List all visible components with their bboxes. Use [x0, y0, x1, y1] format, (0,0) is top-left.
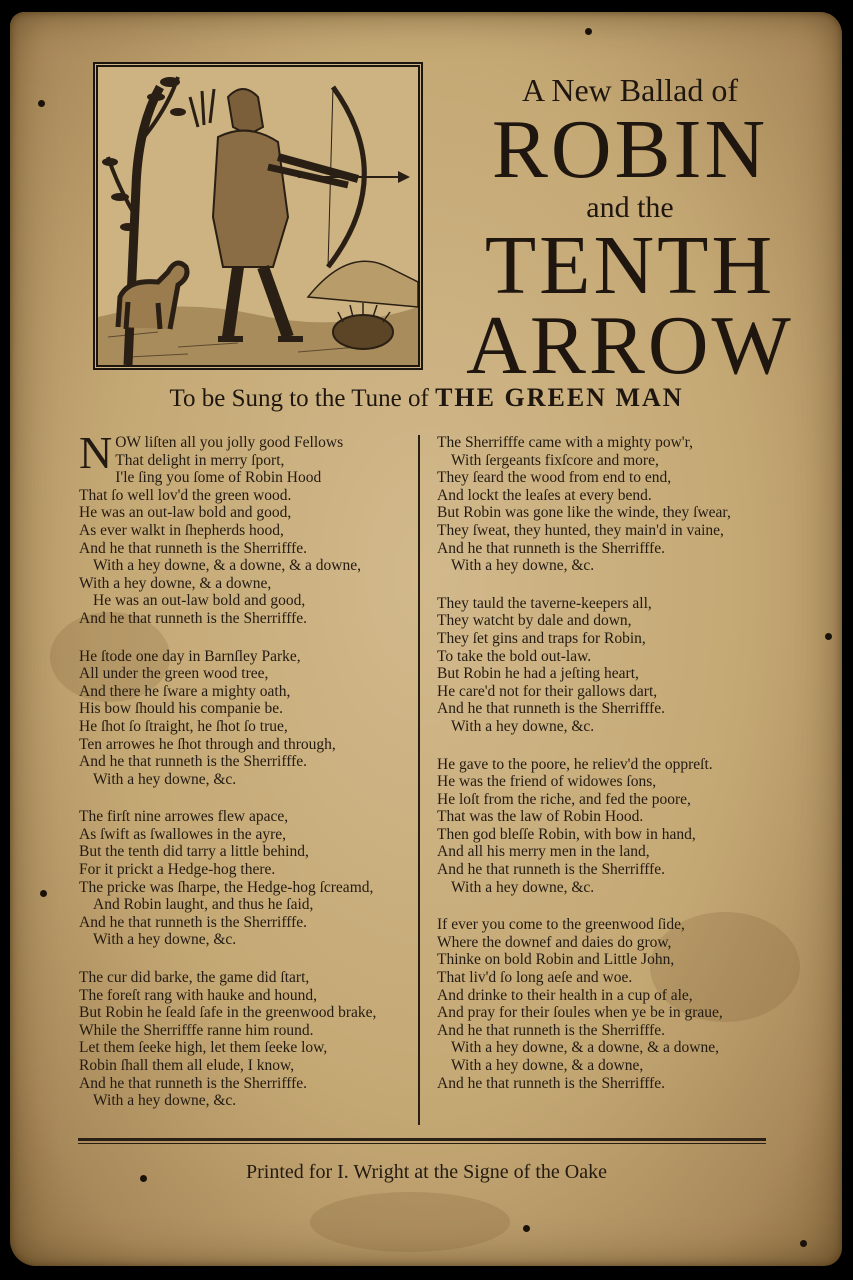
verse-line: He ſtode one day in Barnſley Parke, — [79, 647, 301, 665]
title-line-1: A New Ballad of — [522, 72, 738, 108]
printer-imprint: Printed for I. Wright at the Signe of the Oake — [246, 1161, 607, 1183]
stanza — [437, 916, 837, 1092]
tune-name: THE GREEN MAN — [435, 383, 684, 412]
stanza — [79, 808, 414, 949]
title-line-2: ROBIN — [491, 103, 769, 196]
verse-line: He was an out-law bold and good, — [79, 504, 292, 522]
wormhole — [523, 1225, 530, 1232]
column-divider — [418, 435, 420, 1125]
verse-line: And he that runneth is the Sherrifffe. — [437, 1074, 665, 1092]
stanza — [437, 756, 837, 897]
verse-line: With a hey downe, &c. — [93, 1092, 237, 1110]
verse-line: He ſhot ſo ſtraight, he ſhot ſo true, — [79, 717, 288, 735]
verse-line: And all his merry men in the land, — [437, 843, 650, 861]
verse-line: They tauld the taverne-keepers all, — [437, 594, 652, 612]
verse-line: And lockt the leaſes at every bend. — [437, 486, 652, 504]
verse-line: And he that runneth is the Sherrifffe. — [437, 861, 665, 879]
footer-rule-thin — [78, 1143, 766, 1144]
verse-line: The cur did barke, the game did ſtart, — [79, 969, 310, 987]
verse-line: And he that runneth is the Sherrifffe. — [79, 539, 307, 557]
verse-line: That liv'd ſo long aeſe and woe. — [437, 969, 633, 987]
verse-line: I'le ſing you ſome of Robin Hood — [115, 469, 322, 487]
wormhole — [38, 100, 45, 107]
verse-line: With a hey downe, &c. — [451, 717, 595, 735]
title-line-5: ARROW — [466, 299, 794, 392]
paper-stain — [310, 1192, 510, 1252]
stanza — [79, 427, 414, 628]
wormhole — [800, 1240, 807, 1247]
verse-line: For it prickt a Hedge-hog there. — [79, 861, 276, 879]
verse-line: Thinke on bold Robin and Little John, — [437, 951, 675, 969]
verse-line: Robin ſhall them all elude, I know, — [79, 1057, 295, 1074]
verse-line: They ſeard the wood from end to end, — [437, 469, 672, 487]
verse-line: But Robin he ſeald ſafe in the greenwood brake, — [79, 1004, 377, 1022]
verse-line: And there he ſware a mighty oath, — [79, 682, 291, 700]
verse-line: If ever you come to the greenwood ſide, — [437, 916, 685, 934]
verse-line: The firſt nine arrowes flew apace, — [79, 808, 289, 826]
verse-line: Ten arrowes he ſhot through and through, — [79, 735, 336, 753]
verse-line: With a hey downe, &c. — [451, 878, 595, 896]
title-line-4: TENTH — [484, 219, 776, 312]
verse-line: As ſwift as ſwallowes in the ayre, — [79, 825, 287, 843]
verse-line: The Sherrifffe came with a mighty pow'r, — [437, 434, 693, 451]
verse-line: With a hey downe, & a downe, & a downe, — [93, 557, 361, 575]
verse-line: That was the law of Robin Hood. — [437, 808, 644, 826]
verse-line: While the Sherrifffe ranne him round. — [79, 1021, 314, 1039]
verse-line: And he that runneth is the Sherrifffe. — [437, 539, 665, 557]
verse-line: He was the friend of widowes ſons, — [437, 773, 657, 791]
verse-line: And pray for their ſoules when ye be in graue, — [437, 1004, 723, 1022]
drop-cap: N — [79, 427, 113, 478]
verse-line: With a hey downe, & a downe, & a downe, — [451, 1039, 719, 1057]
verse-line: They ſet gins and traps for Robin, — [437, 629, 646, 647]
verse-line: The pricke was ſharpe, the Hedge-hog ſcreamd, — [79, 878, 374, 896]
verse-line: To take the bold out-law. — [437, 647, 592, 665]
verse-line: With a hey downe, &c. — [93, 770, 237, 788]
verse-line: And he that runneth is the Sherrifffe. — [79, 753, 307, 771]
stanza — [437, 434, 837, 575]
verse-line: And he that runneth is the Sherrifffe. — [437, 700, 665, 718]
verse-line-rest: OW liſten all you jolly good Fellows — [115, 434, 344, 451]
stanza — [437, 595, 837, 736]
verse-line: But the tenth did tarry a little behind, — [79, 843, 309, 861]
verse-line: And he that runneth is the Sherrifffe. — [79, 1074, 307, 1092]
verse-line: And drinke to their health in a cup of ale, — [437, 986, 693, 1004]
stanza — [79, 969, 414, 1110]
verse-line: And he that runneth is the Sherrifffe. — [437, 1021, 665, 1039]
verse-line: They ſweat, they hunted, they main'd in vaine, — [437, 521, 724, 539]
verse-line: With a hey downe, & a downe, — [451, 1057, 644, 1074]
verse-line: Then god bleſſe Robin, with bow in hand, — [437, 825, 696, 843]
wormhole — [585, 28, 592, 35]
wormhole — [40, 890, 47, 897]
verse-line: But Robin was gone like the winde, they ſwear, — [437, 504, 731, 522]
verse-line: All under the green wood tree, — [79, 665, 269, 683]
stanza — [79, 648, 414, 789]
verse-line: But Robin he had a jeſting heart, — [437, 665, 639, 683]
verse-line: He loſt from the riche, and fed the poore, — [437, 790, 691, 808]
tune-prefix: To be Sung to the Tune of — [169, 385, 429, 412]
verse-line: That ſo well lov'd the green wood. — [79, 486, 292, 504]
right-verse-column — [437, 434, 837, 1112]
verse-line: He gave to the poore, he reliev'd the oppreſt. — [437, 755, 713, 773]
tune-line — [0, 383, 853, 413]
robin-hood-woodcut — [93, 62, 423, 370]
verse-line: The foreſt rang with hauke and hound, — [79, 986, 318, 1004]
verse-line: Let them ſeeke high, let them ſeeke low, — [79, 1039, 328, 1057]
verse-line: Where the downef and daies do grow, — [437, 933, 672, 951]
left-verse-column — [79, 427, 414, 1130]
verse-line: That delight in merry ſport, — [115, 451, 285, 469]
footer-rule — [78, 1138, 766, 1141]
verse-line: And he that runneth is the Sherrifffe. — [79, 913, 307, 931]
verse-line: With a hey downe, &c. — [451, 557, 595, 575]
verse-line: And he that runneth is the Sherrifffe. — [79, 609, 307, 627]
title-line-3: and the — [586, 191, 674, 224]
archer-illustration — [98, 67, 418, 365]
verse-line: His bow ſhould his companie be. — [79, 700, 284, 718]
verse-line: With ſergeants fixſcore and more, — [451, 451, 659, 469]
verse-line: They watcht by dale and down, — [437, 612, 632, 630]
verse-line: He was an out-law bold and good, — [93, 592, 306, 610]
verse-line: With a hey downe, & a downe, — [79, 574, 272, 592]
verse-line: And Robin laught, and thus he ſaid, — [93, 896, 314, 914]
verse-line: With a hey downe, &c. — [93, 931, 237, 949]
ballad-title — [430, 70, 830, 392]
verse-line: As ever walkt in ſhepherds hood, — [79, 521, 284, 539]
verse-line: He care'd not for their gallows dart, — [437, 682, 658, 700]
